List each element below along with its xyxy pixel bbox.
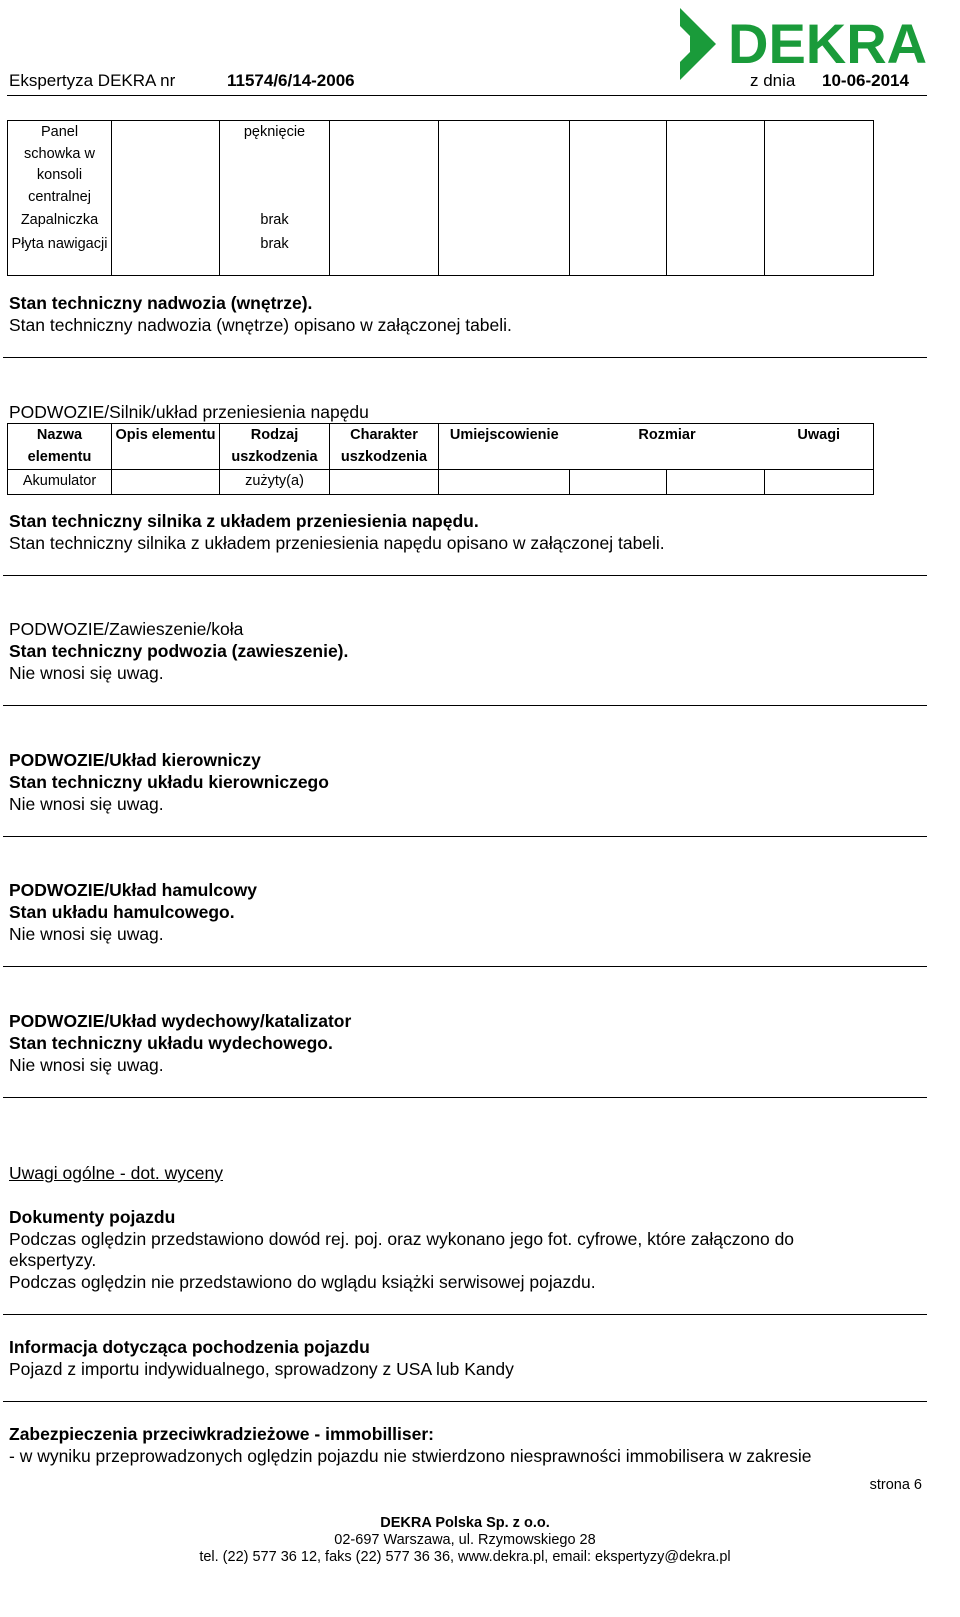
steering-heading: Stan techniczny układu kierowniczego [9,772,329,792]
section-divider [3,575,927,576]
report-number: 11574/6/14-2006 [227,71,355,90]
suspension-section-title: PODWOZIE/Zawieszenie/koła [9,619,244,639]
header-size: Rozmiar [570,424,765,470]
suspension-text: Nie wnosi się uwag. [9,663,164,683]
size-cell [570,209,667,233]
header-name: Nazwa elementu [8,424,112,470]
table-row [8,209,874,233]
engine-section-title: PODWOZIE/Silnik/układ przeniesienia napędu [9,402,369,422]
size-cell-2 [667,470,765,495]
section-divider [3,357,927,358]
header-description: Opis elementu [112,424,220,470]
logo-wordmark: DEKRA [728,12,928,75]
exhaust-text: Nie wnosi się uwag. [9,1055,164,1075]
header-location: Umiejscowienie [439,424,570,470]
table-row [8,121,874,210]
damage-character-cell [330,233,439,276]
table-row [8,470,874,495]
steering-text: Nie wnosi się uwag. [9,794,164,814]
section-divider [3,1097,927,1098]
damage-type-cell: zużyty(a) [220,470,330,495]
damage-type-cell: brak [220,233,330,276]
element-description-cell [112,121,220,210]
immobiliser-heading: Zabezpieczenia przeciwkradzieżowe - immobilliser: [9,1424,434,1444]
element-description-cell [112,233,220,276]
remarks-cell [765,470,874,495]
footer-address: 02-697 Warszawa, ul. Rzymowskiego 28 [334,1532,596,1548]
section-divider [3,1401,927,1402]
section-divider [3,705,927,706]
origin-text: Pojazd z importu indywidualnego, sprowadzony z USA lub Kandy [9,1359,514,1379]
header-damage-type: Rodzaj uszkodzenia [220,424,330,470]
damage-character-cell [330,209,439,233]
damage-character-cell [330,470,439,495]
brakes-text: Nie wnosi się uwag. [9,924,164,944]
footer-contact: tel. (22) 577 36 12, faks (22) 577 36 36, www.dekra.pl, email: ekspertyzy@dekra.pl [199,1549,731,1565]
table-row [8,233,874,276]
damage-type-cell: brak [220,209,330,233]
section-divider [3,836,927,837]
steering-section-title: PODWOZIE/Układ kierowniczy [9,750,261,770]
size-cell [570,233,667,276]
footer-company: DEKRA Polska Sp. z o.o. [380,1515,550,1531]
engine-damage-table [7,423,874,495]
exhaust-heading: Stan techniczny układu wydechowego. [9,1033,333,1053]
remarks-cell [765,233,874,276]
engine-text: Stan techniczny silnika z układem przeniesienia napędu opisano w załączonej tabeli. [9,533,665,553]
engine-heading: Stan techniczny silnika z układem przeniesienia napędu. [9,511,479,531]
remarks-cell [765,209,874,233]
element-description-cell [112,470,220,495]
header-divider [7,95,927,96]
header-remarks: Uwagi [765,424,874,470]
size-cell [570,121,667,210]
location-cell [439,470,570,495]
size-cell-2 [667,121,765,210]
remarks-cell [765,121,874,210]
general-remarks-title: Uwagi ogólne - dot. wyceny [9,1163,223,1183]
suspension-heading: Stan techniczny podwozia (zawieszenie). [9,641,349,661]
damage-type-cell: pęknięcie [220,121,330,210]
damage-character-cell [330,121,439,210]
element-name-cell: Płyta nawigacji [8,233,112,276]
interior-damage-table [7,120,874,276]
location-cell [439,121,570,210]
date-label: z dnia [750,71,796,90]
report-date: 10-06-2014 [822,71,909,90]
location-cell [439,209,570,233]
documents-text-1: Podczas oględzin przedstawiono dowód rej. poj. oraz wykonano jego fot. cyfrowe, które załączono do [9,1229,795,1249]
documents-heading: Dokumenty pojazdu [9,1207,176,1227]
interior-text: Stan techniczny nadwozia (wnętrze) opisano w załączonej tabeli. [9,315,512,335]
table-header-row [8,424,874,470]
size-cell-2 [667,233,765,276]
brakes-heading: Stan układu hamulcowego. [9,902,235,922]
element-name-cell: Panel schowka w konsoli centralnej [8,121,112,210]
location-cell [439,233,570,276]
dekra-logo [676,6,928,80]
documents-text-3: Podczas oględzin nie przedstawiono do wglądu książki serwisowej pojazdu. [9,1272,596,1292]
size-cell [570,470,667,495]
documents-text-2: ekspertyzy. [9,1250,97,1270]
header-damage-character: Charakter uszkodzenia [330,424,439,470]
element-description-cell [112,209,220,233]
brakes-section-title: PODWOZIE/Układ hamulcowy [9,880,257,900]
element-name-cell: Akumulator [8,470,112,495]
section-divider [3,966,927,967]
page-number: strona 6 [869,1477,922,1493]
size-cell-2 [667,209,765,233]
exhaust-section-title: PODWOZIE/Układ wydechowy/katalizator [9,1011,352,1031]
interior-heading: Stan techniczny nadwozia (wnętrze). [9,293,313,313]
report-label: Ekspertyza DEKRA nr [9,71,176,90]
dekra-logo-icon [676,6,928,80]
element-name-cell: Zapalniczka [8,209,112,233]
section-divider [3,1314,927,1315]
origin-heading: Informacja dotycząca pochodzenia pojazdu [9,1337,370,1357]
immobiliser-text: - w wyniku przeprowadzonych oględzin pojazdu nie stwierdzono niesprawności immobilisera w zakresie [9,1446,812,1466]
